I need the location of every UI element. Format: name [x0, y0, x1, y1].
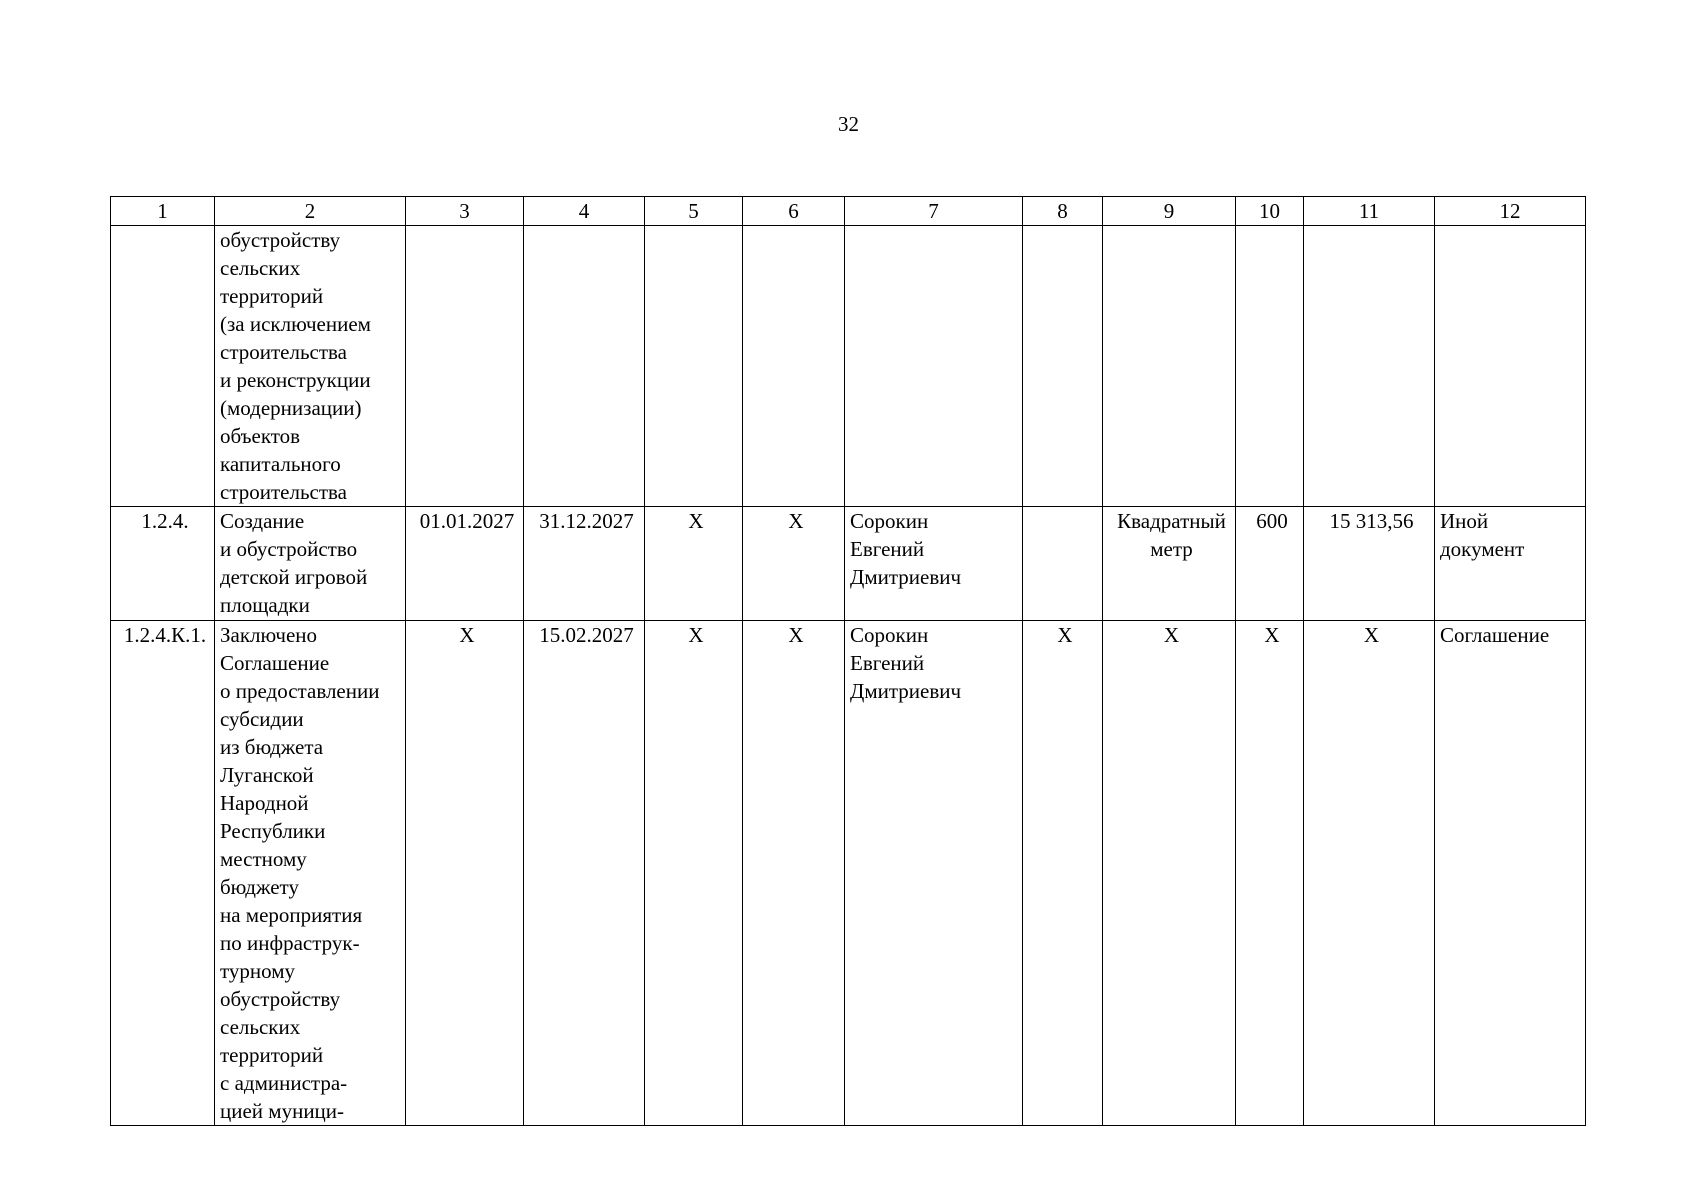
col-header-5: 5	[645, 197, 743, 226]
plan-table	[110, 196, 1586, 1126]
cell-col-5	[645, 226, 743, 507]
cell-col-5: X	[645, 507, 743, 621]
cell-end-date	[524, 226, 645, 507]
cell-unit	[1103, 226, 1236, 507]
cell-end-date: 31.12.2027	[524, 507, 645, 621]
cell-col-6	[743, 226, 845, 507]
cell-start-date	[406, 226, 524, 507]
cell-unit: X	[1103, 621, 1236, 1126]
cell-number	[111, 226, 215, 507]
col-header-10: 10	[1236, 197, 1304, 226]
cell-responsible	[845, 226, 1023, 507]
cell-col-8	[1023, 507, 1103, 621]
cell-col-5: X	[645, 621, 743, 1126]
col-header-12: 12	[1435, 197, 1586, 226]
cell-start-date: X	[406, 621, 524, 1126]
cell-number: 1.2.4.	[111, 507, 215, 621]
cell-description: обустройству сельских территорий (за исключением строительства и реконструкции (модернизации) объектов капитального строительства	[215, 226, 406, 507]
cell-amount: 15 313,56	[1304, 507, 1435, 621]
cell-amount	[1304, 226, 1435, 507]
cell-col-8: X	[1023, 621, 1103, 1126]
cell-unit: Квадратный метр	[1103, 507, 1236, 621]
cell-col-6: X	[743, 507, 845, 621]
col-header-4: 4	[524, 197, 645, 226]
page-number: 32	[838, 112, 859, 136]
cell-quantity: 600	[1236, 507, 1304, 621]
cell-document: Иной документ	[1435, 507, 1586, 621]
cell-col-8	[1023, 226, 1103, 507]
cell-responsible: Сорокин Евгений Дмитриевич	[845, 507, 1023, 621]
col-header-2: 2	[215, 197, 406, 226]
col-header-1: 1	[111, 197, 215, 226]
col-header-6: 6	[743, 197, 845, 226]
cell-document	[1435, 226, 1586, 507]
cell-quantity: X	[1236, 621, 1304, 1126]
cell-end-date: 15.02.2027	[524, 621, 645, 1126]
table-row	[111, 226, 1586, 507]
cell-description: Заключено Соглашение о предоставлении субсидии из бюджета Луганской Народной Республики местному бюджету на мероприятия по инфраструк- турному обустройству сельских территорий с администра- цией муници-	[215, 621, 406, 1126]
table-row	[111, 621, 1586, 1126]
table-row	[111, 507, 1586, 621]
cell-amount: X	[1304, 621, 1435, 1126]
col-header-9: 9	[1103, 197, 1236, 226]
header-row	[111, 197, 1586, 226]
cell-quantity	[1236, 226, 1304, 507]
cell-number: 1.2.4.К.1.	[111, 621, 215, 1126]
cell-start-date: 01.01.2027	[406, 507, 524, 621]
cell-col-6: X	[743, 621, 845, 1126]
cell-description: Создание и обустройство детской игровой площадки	[215, 507, 406, 621]
cell-document: Соглашение	[1435, 621, 1586, 1126]
col-header-3: 3	[406, 197, 524, 226]
col-header-7: 7	[845, 197, 1023, 226]
col-header-8: 8	[1023, 197, 1103, 226]
col-header-11: 11	[1304, 197, 1435, 226]
cell-responsible: Сорокин Евгений Дмитриевич	[845, 621, 1023, 1126]
